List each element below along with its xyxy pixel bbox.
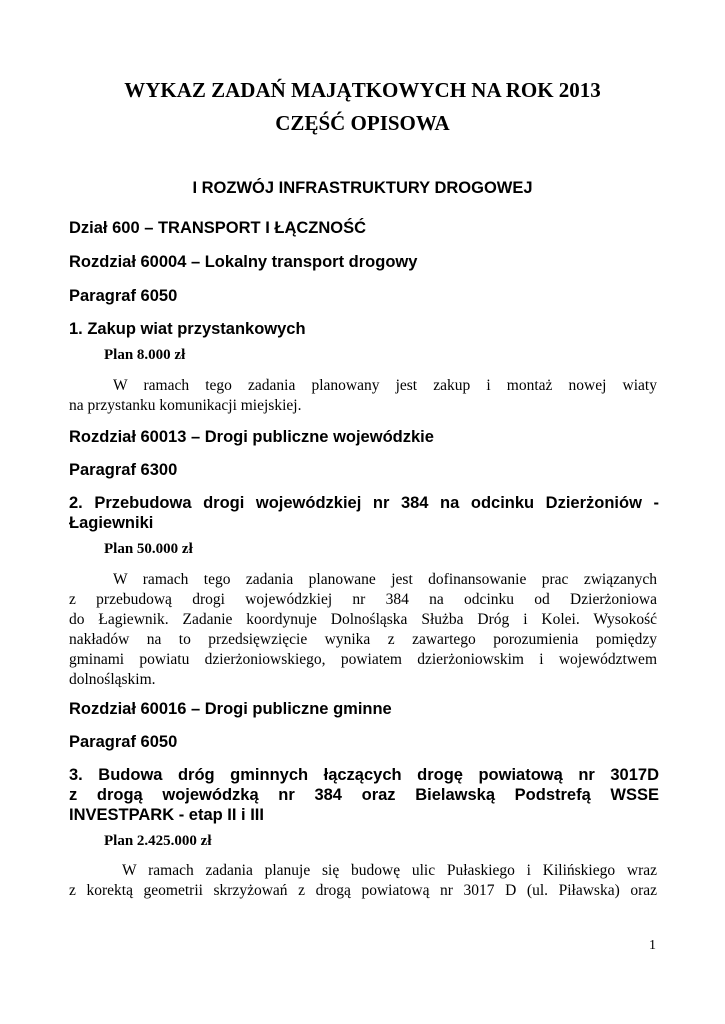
task-2-title-line1: 2. Przebudowa drogi wojewódzkiej nr 384 na odcinku Dzierżoniów - — [69, 494, 659, 512]
task-2-text-line5: gminami powiatu dzierżoniowskiego, powiatem dzierżoniowskim i województwem — [69, 651, 657, 668]
task-2-text-line4: nakładów na to przedsięwzięcie wynika z zawartego porozumienia pomiędzy — [69, 631, 657, 648]
task-2-text-line3: do Łagiewnik. Zadanie koordynuje Dolnośląska Służba Dróg i Kolei. Wysokość — [69, 611, 657, 628]
document-title-line1: WYKAZ ZADAŃ MAJĄTKOWYCH NA ROK 2013 — [124, 78, 601, 102]
task-2-text-line2: z przebudową drogi wojewódzkiej nr 384 na odcinku od Dzierżoniowa — [69, 591, 657, 608]
task-3-title-line1: 3. Budowa dróg gminnych łączących drogę powiatową nr 3017D — [69, 766, 659, 784]
task-2-text-line4-wrap — [69, 631, 657, 649]
task-2-text-line1-wrap — [113, 571, 657, 589]
rozdzial-heading-3: Rozdział 60016 – Drogi publiczne gminne — [69, 700, 392, 718]
paragraf-heading-1: Paragraf 6050 — [69, 287, 178, 305]
task-2-text-line3-wrap — [69, 611, 657, 629]
task-2-title-line1-wrap — [69, 494, 659, 513]
task-1-text-line1: W ramach tego zadania planowany jest zakup i montaż nowej wiaty — [113, 377, 657, 394]
task-2-text-line1: W ramach tego zadania planowane jest dofinansowanie prac związanych — [113, 571, 657, 588]
task-1-plan: Plan 8.000 zł — [104, 347, 186, 363]
task-1-text-line2: na przystanku komunikacji miejskiej. — [69, 397, 302, 414]
task-3-text-line2: z korektą geometrii skrzyżowań z drogą powiatową nr 3017 D (ul. Piławska) oraz — [69, 882, 657, 899]
document-title-line2: CZĘŚĆ OPISOWA — [275, 111, 450, 135]
task-2-plan: Plan 50.000 zł — [104, 541, 193, 557]
task-2-text-line6: dolnośląskim. — [69, 671, 156, 688]
section-heading: I ROZWÓJ INFRASTRUKTURY DROGOWEJ — [192, 179, 533, 197]
dzial-heading: Dział 600 – TRANSPORT I ŁĄCZNOŚĆ — [69, 219, 367, 237]
task-3-text-line2-wrap — [69, 882, 657, 900]
task-3-text-line1-wrap — [122, 862, 657, 880]
rozdzial-heading-2: Rozdział 60013 – Drogi publiczne wojewódzkie — [69, 428, 434, 446]
task-3-title-line3: INVESTPARK - etap II i III — [69, 806, 264, 824]
rozdzial-heading-1: Rozdział 60004 – Lokalny transport drogowy — [69, 253, 418, 271]
task-3-title-line2-wrap — [69, 786, 659, 805]
task-2-title-line2: Łagiewniki — [69, 514, 154, 532]
page-number: 1 — [649, 938, 656, 953]
task-3-plan: Plan 2.425.000 zł — [104, 833, 212, 849]
paragraf-heading-2: Paragraf 6300 — [69, 461, 178, 479]
task-3-title-line2: z drogą wojewódzką nr 384 oraz Bielawską Podstrefą WSSE — [69, 786, 659, 804]
task-1-title: 1. Zakup wiat przystankowych — [69, 320, 306, 338]
task-2-text-line2-wrap — [69, 591, 657, 609]
task-3-title-line1-wrap — [69, 766, 659, 785]
task-1-text-line1-wrap — [113, 377, 657, 395]
task-2-text-line5-wrap — [69, 651, 657, 669]
task-3-text-line1: W ramach zadania planuje się budowę ulic Pułaskiego i Kilińskiego wraz — [122, 862, 657, 879]
paragraf-heading-3: Paragraf 6050 — [69, 733, 178, 751]
